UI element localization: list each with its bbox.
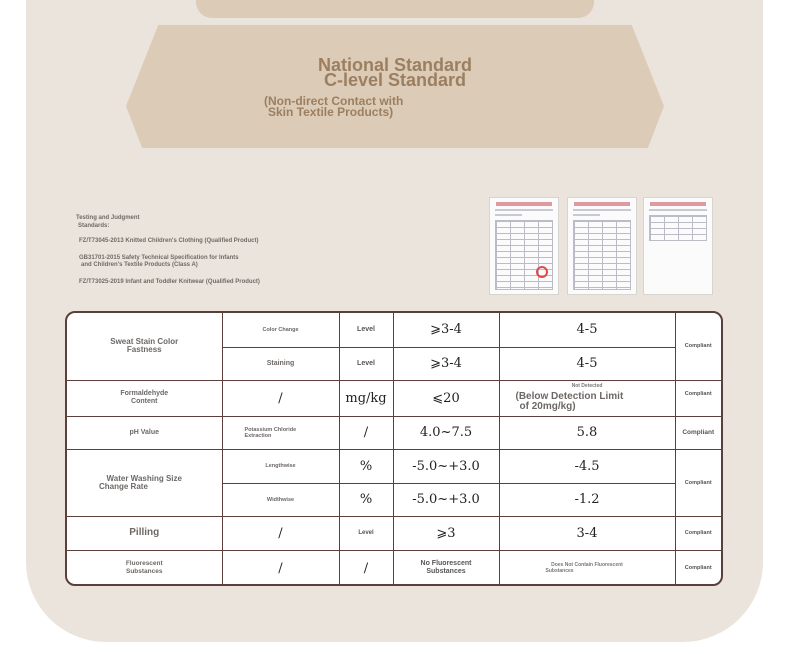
result-cell: 4-5 — [499, 347, 675, 380]
requirement-cell: ⩽20 — [393, 380, 499, 416]
verdict-cell: Compliant — [675, 380, 721, 416]
sub-widthwise: Widthwise — [222, 483, 339, 516]
test-results-table — [65, 311, 723, 586]
table-row — [67, 416, 721, 449]
standards-heading: Testing and Judgment Standards: — [76, 215, 140, 229]
verdict-cell: Compliant — [675, 313, 721, 380]
item-ph-value: pH Value — [67, 416, 222, 449]
requirement-cell: ⩾3 — [393, 516, 499, 550]
table-row — [67, 313, 721, 347]
unit-cell: mg/kg — [339, 380, 393, 416]
standard-item: FZ/T73045-2013 Knitted Children's Clothing (Qualified Product) — [79, 238, 259, 244]
item-fluorescent: Fluorescent Substances — [67, 550, 222, 586]
standard-item: and Children's Textile Products (Class A) — [81, 262, 198, 268]
unit-cell: Level — [339, 313, 393, 347]
result-cell: -1.2 — [499, 483, 675, 516]
red-seal-icon — [536, 266, 548, 278]
requirement-cell: 4.0~7.5 — [393, 416, 499, 449]
unit-cell: / — [339, 550, 393, 586]
unit-cell: % — [339, 483, 393, 516]
sub-color-change: Color Change — [222, 313, 339, 347]
requirement-cell: No Fluorescent Substances — [393, 550, 499, 586]
test-report-thumbnail[interactable] — [489, 197, 559, 295]
banner-subtitle: (Non-direct Contact with Skin Textile Products) — [264, 94, 404, 119]
requirement-cell: ⩾3-4 — [393, 313, 499, 347]
standard-item: FZ/T73025-2019 Infant and Toddler Knitwear (Qualified Product) — [79, 279, 260, 285]
unit-cell: Level — [339, 516, 393, 550]
verdict-cell: Compliant — [675, 516, 721, 550]
sub-staining: Staining — [222, 347, 339, 380]
result-cell: Not Detected (Below Detection Limit of 20mg/kg) — [499, 380, 675, 416]
verdict-cell: Compliant — [675, 550, 721, 586]
result-cell: 4-5 — [499, 313, 675, 347]
result-cell: 3-4 — [499, 516, 675, 550]
verdict-cell: Compliant — [675, 416, 721, 449]
sub-lengthwise: Lengthwise — [222, 449, 339, 483]
standard-item: GB31701-2015 Safety Technical Specification for Infants — [79, 255, 239, 261]
top-tab — [196, 0, 594, 18]
table-row — [67, 516, 721, 550]
result-cell: -4.5 — [499, 449, 675, 483]
table-row — [67, 550, 721, 586]
requirement-cell: -5.0~+3.0 — [393, 483, 499, 516]
table-row — [67, 380, 721, 416]
banner-title: National Standard C-level Standard — [317, 55, 473, 90]
item-sweat-stain: Sweat Stain Color Fastness — [67, 313, 222, 380]
result-cell: 5.8 — [499, 416, 675, 449]
sub-cell: / — [222, 550, 339, 586]
result-cell: Does Not Contain Fluorescent Substances — [499, 550, 675, 586]
item-formaldehyde: Formaldehyde Content — [67, 380, 222, 416]
table-row — [67, 449, 721, 483]
sub-cell: / — [222, 380, 339, 416]
sub-potassium: Potassium Chloride Extraction — [222, 416, 339, 449]
standards-list — [76, 214, 436, 296]
item-washing-size: Water Washing Size Change Rate — [67, 449, 222, 516]
unit-cell: % — [339, 449, 393, 483]
item-pilling: Pilling — [67, 516, 222, 550]
requirement-cell: ⩾3-4 — [393, 347, 499, 380]
requirement-cell: -5.0~+3.0 — [393, 449, 499, 483]
sub-cell: / — [222, 516, 339, 550]
test-report-thumbnail[interactable] — [567, 197, 637, 295]
unit-cell: / — [339, 416, 393, 449]
unit-cell: Level — [339, 347, 393, 380]
verdict-cell: Compliant — [675, 449, 721, 516]
test-report-thumbnail[interactable] — [643, 197, 713, 295]
